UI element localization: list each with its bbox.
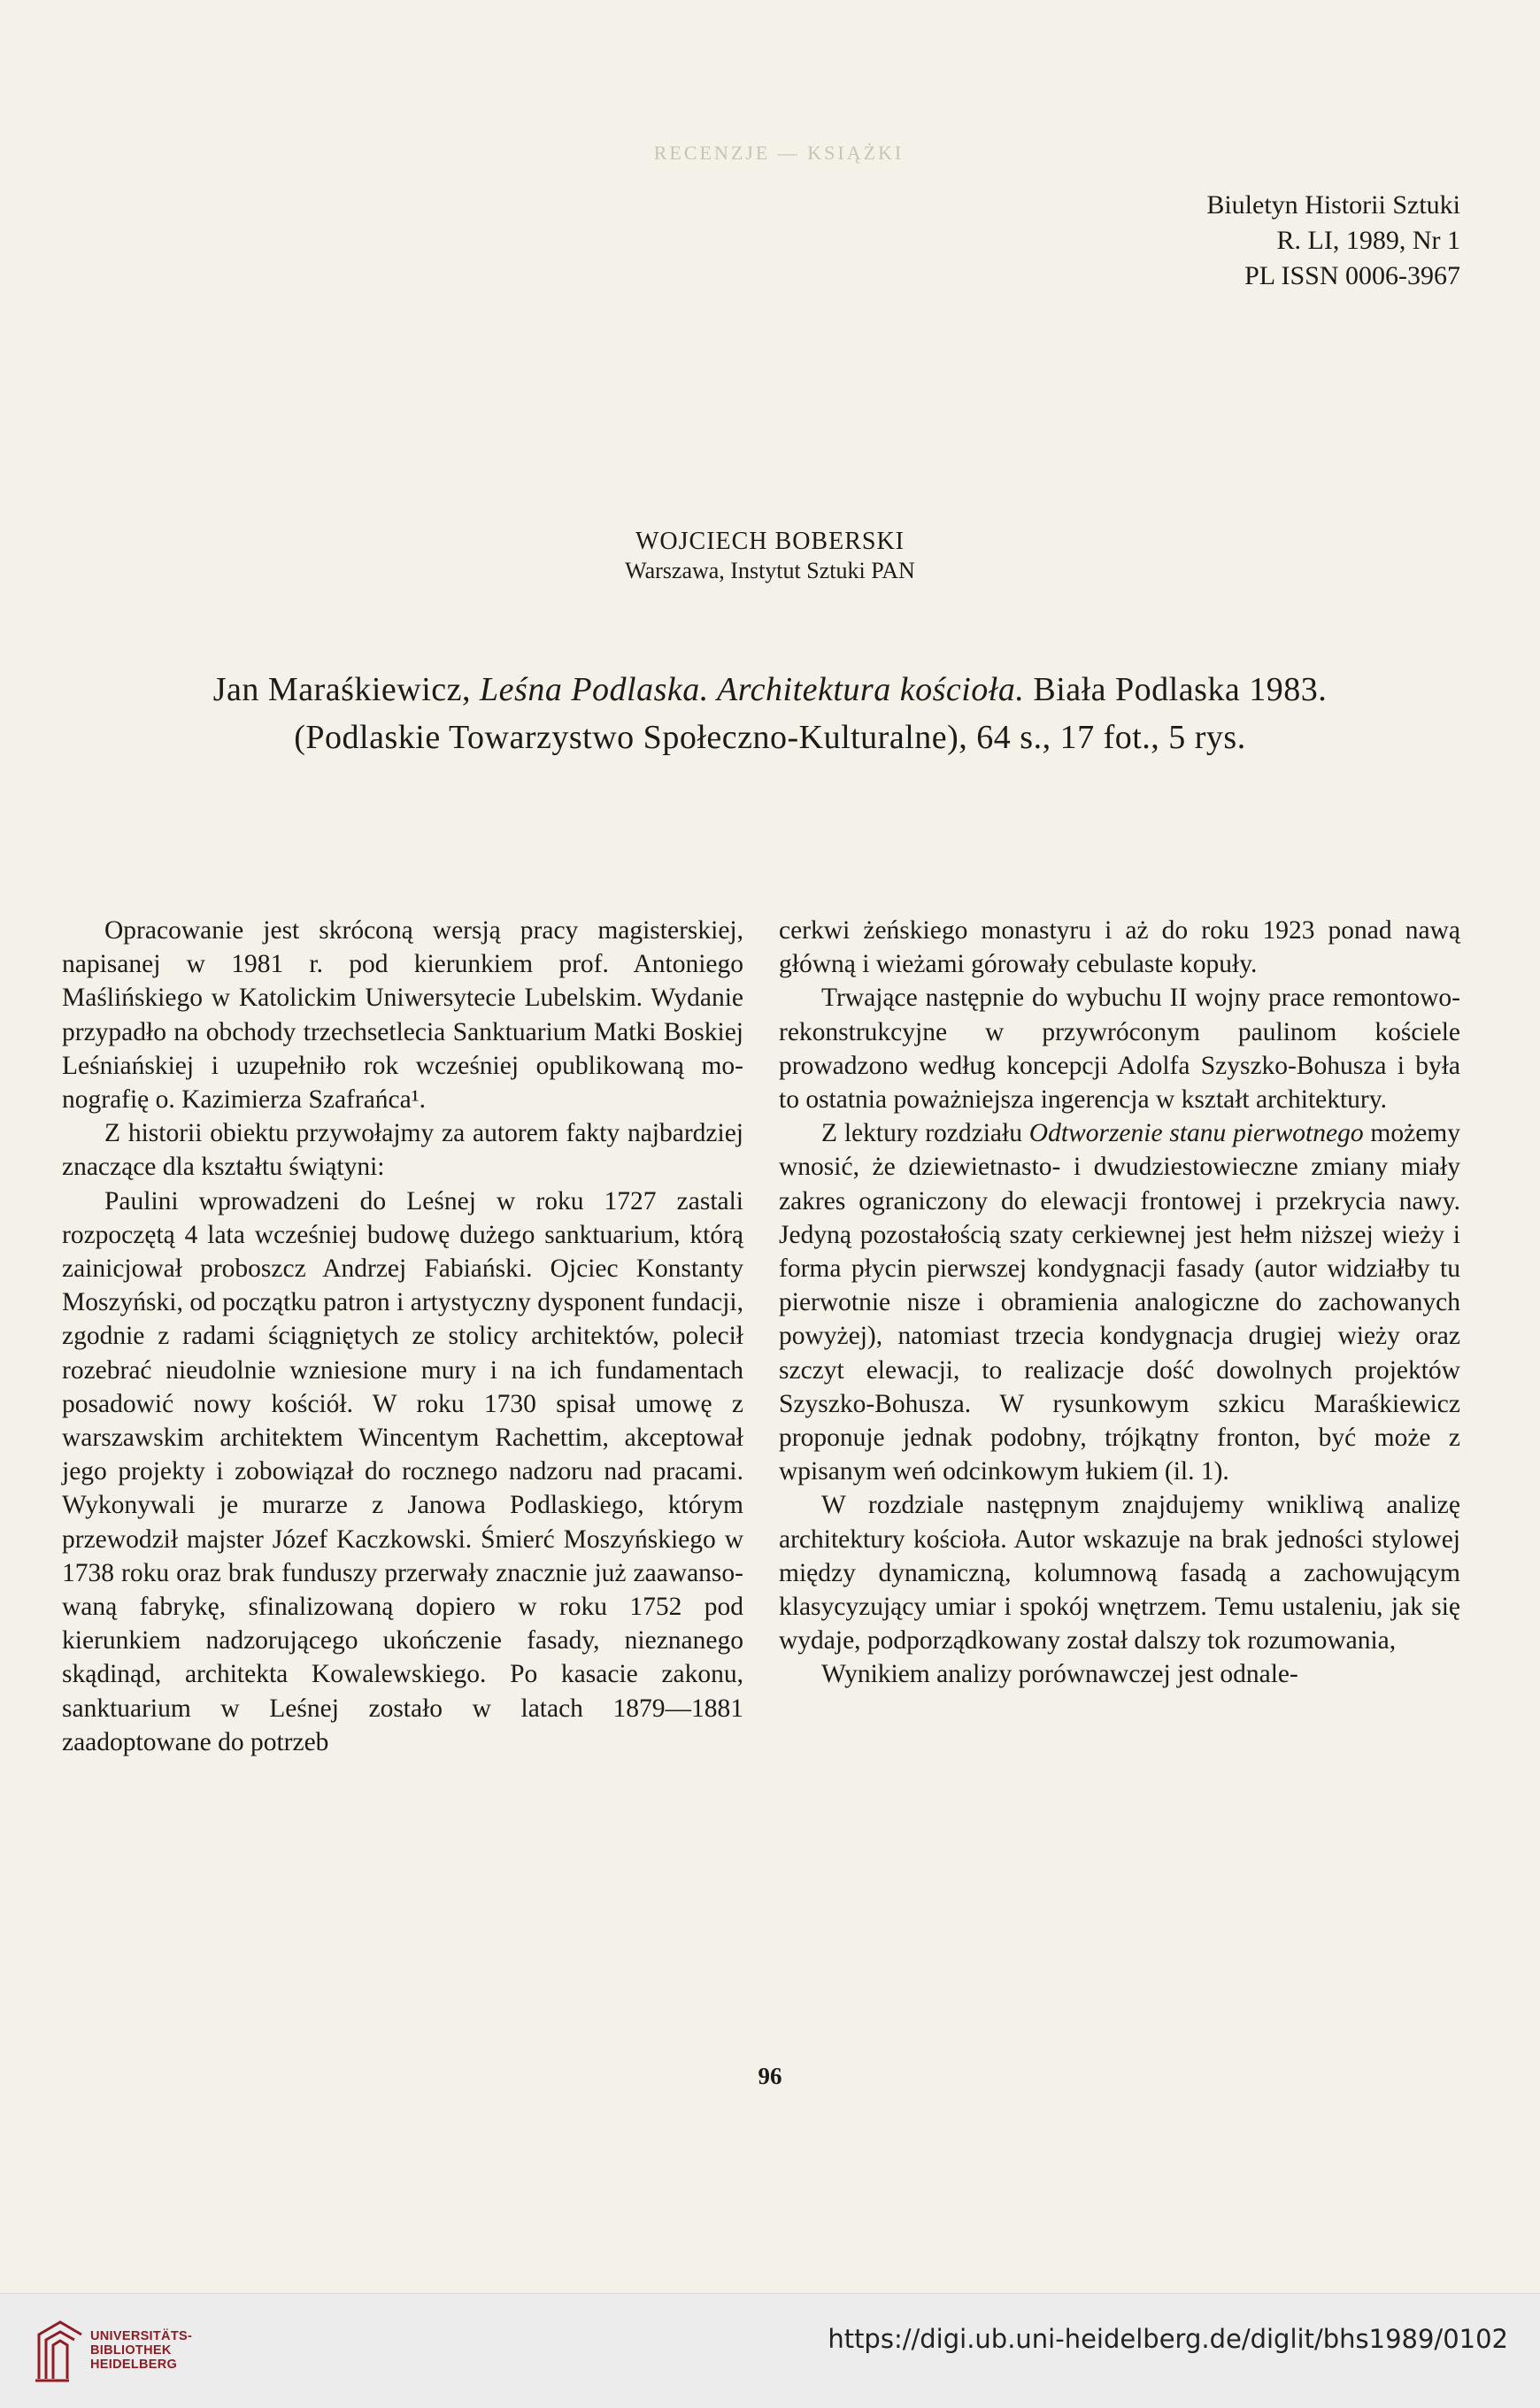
book-title: Leśna Podlaska. Architektura kościoła.: [480, 671, 1025, 708]
running-head-bleed: RECENZJE — KSIĄŻKI: [653, 142, 905, 164]
review-author: [0, 527, 1540, 585]
paragraph: Paulini wprowadzeni do Leśnej w roku 1727 zastali rozpoczętą 4 lata wcześniej budowę dużego sanktuarium, którą zainicjował proboszcz Andrzej Fabiański. Ojciec Konstanty Moszyński, od początku patron i artystyczny dysponent fundacji, zgodnie z radami ściągniętych ze stolicy architektów, polecił rozebrać nieudolnie wzniesione mury i na ich fundamentach posadowić nowy kościół. W roku 1730 spisał umowę z warszawskim architektem Wincentym Rachettim, akceptował jego projekty i zobowiązał do rocznego nadzoru nad pracami. Wykonywali je murarze z Janowa Podlaskiego, którym przewodził majster Józef Kaczkowski. Śmierć Moszyńskiego w 1738 roku oraz brak funduszy przerwały znacznie już zaawansowaną fabrykę, sfinalizowaną dopiero w roku 1752 pod kierunkiem nadzorującego ukończenie fasady, nieznanego skądinąd, architekta Kowalewskiego. Po kasacie zakonu, sanktuarium w Leśnej zostało w latach 1879—1881 zaadoptowane do potrzeb: [62, 1186, 743, 1756]
text-run: Z lektury rozdziału: [821, 1119, 1029, 1148]
citation-line-2: (Podlaskie Towarzystwo Społeczno-Kulturalne), 64 s., 17 fot., 5 rys.: [294, 719, 1246, 756]
journal-title: Biuletyn Historii Sztuki: [1206, 190, 1460, 220]
journal-issn: PL ISSN 0006-3967: [1244, 261, 1460, 290]
paragraph: [779, 1116, 1460, 1488]
library-name: [90, 2329, 192, 2372]
library-footer-bar: [0, 2293, 1540, 2408]
left-column: [62, 914, 743, 1759]
journal-info: [1206, 188, 1460, 294]
reviewed-book-citation: [62, 666, 1478, 761]
chapter-title: Odtworzenie stanu pierwotnego: [1028, 1119, 1364, 1148]
paragraph: Wynikiem analizy porównawczej jest odnale-: [821, 1660, 1298, 1689]
book-author: Jan Maraśkiewicz,: [212, 671, 472, 708]
paragraph: Trwające następnie do wybuchu II wojny prace remontowo-rekonstrukcyjne w przywróconym paulinom kościele prowadzono według koncepcji Adolfa Szyszko-Bohusza i była to ostatnia poważniejsza ingerencja w kształt architektury.: [779, 984, 1460, 1115]
permalink-url[interactable]: https://digi.ub.uni-heidelberg.de/diglit/bhs1989/0102: [828, 2324, 1508, 2354]
journal-volume: R. LI, 1989, Nr 1: [1276, 226, 1460, 255]
library-name-line: HEIDELBERG: [90, 2358, 178, 2372]
paragraph: cerkwi żeńskiego monastyru i aż do roku 1923 ponad nawą główną i wieżami górowały cebulaste kopuły.: [779, 916, 1460, 979]
paragraph: W rozdziale następnym znajdujemy wnikliwą analizę architektury kościoła. Autor wskazuje na brak jedności stylowej między dynamiczną, kolumnową fasadą a zachowującym klasycyzujący umiar i spokój wnętrzem. Temu ustaleniu, jak się wydaje, podporządkowany został dalszy tok rozumowania,: [779, 1491, 1460, 1656]
book-place: Biała Podlaska 1983.: [1033, 671, 1328, 708]
text-run: możemy wnosić, że dziewietnasto- i dwudziestowieczne zmiany miały zakres ograniczony do elewacji frontowej i przekrycia nawy. Jedyną pozostałością szaty cerkiewnej jest hełm niższej wieży i forma płycin pierwszej kondygnacji fasady (autor widziałby tu pierwotnie nisze i obramienia analogiczne do zachowanych powyżej), natomiast trzecia kondygnacja drugiej wieży oraz szczyt elewacji, to realizacje dość dowolnych projektów Szyszko-Bohusza. W rysunkowym szkicu Maraśkiewicz proponuje jednak podobny, trójkątny fronton, być może z wpisanym weń odcinkowym łukiem (il. 1).: [779, 1119, 1460, 1486]
university-library-logo-icon: [34, 2317, 87, 2384]
library-name-line: UNIVERSITÄTS-: [90, 2329, 193, 2343]
page-number: 96: [758, 2063, 782, 2089]
author-name: WOJCIECH BOBERSKI: [635, 528, 905, 555]
paragraph: Opracowanie jest skróconą wersją pracy magisterskiej, napisanej w 1981 r. pod kierunkiem prof. Antoniego Maślińskiego w Katolickim Uniwersytecie Lubelskim. Wydanie przypadło na obchody trzechsetlecia Sanktuarium Matki Boskiej Leśniańskiej i uzupełniło rok wcześniej opublikowaną monografię o. Kazimierza Szafrańca¹.: [62, 916, 743, 1115]
paragraph: Z historii obiektu przywołajmy za autorem fakty najbardziej znaczące dla kształtu świątyni:: [62, 1119, 743, 1182]
right-column: [779, 914, 1460, 1692]
citation-line-1: [62, 666, 1478, 714]
library-name-line: BIBLIOTHEK: [90, 2343, 172, 2358]
author-institution: Warszawa, Instytut Sztuki PAN: [625, 558, 915, 583]
